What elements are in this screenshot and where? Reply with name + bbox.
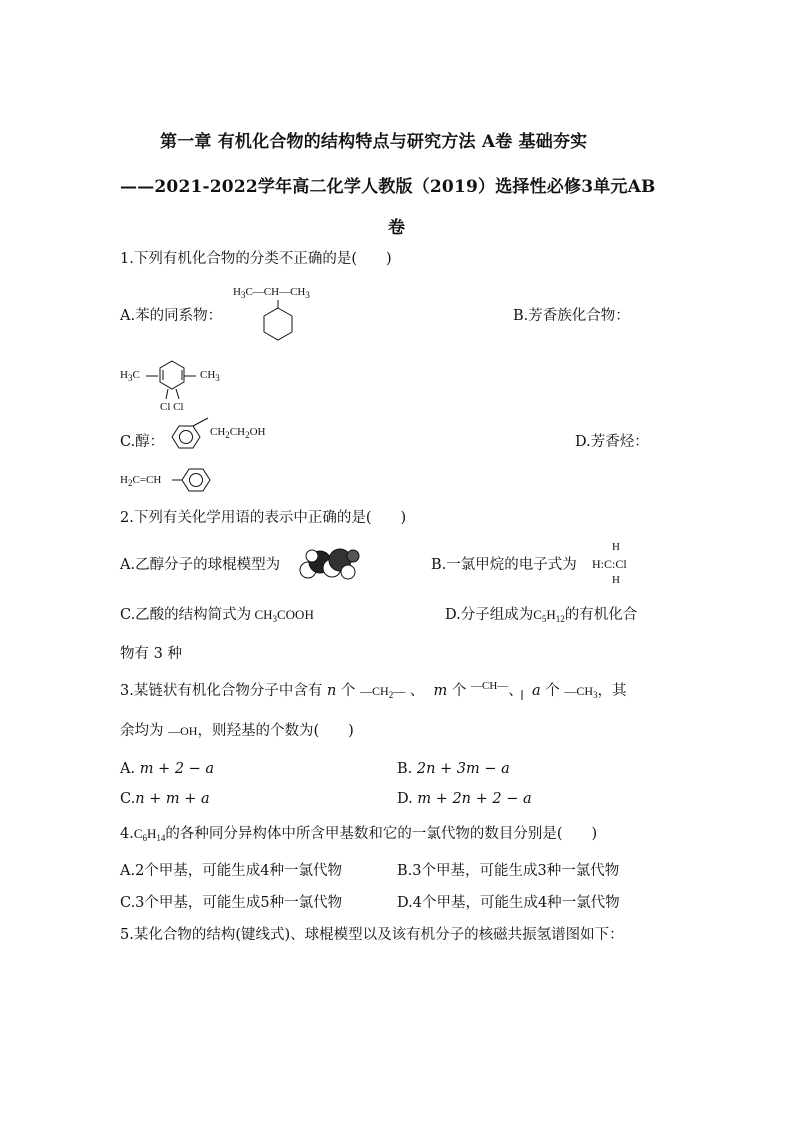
title-line-1: 第一章 有机化合物的结构特点与研究方法 A卷 基础夯实 bbox=[160, 132, 588, 152]
q4-option-a: A.2个甲基，可能生成4种一氯代物 bbox=[120, 863, 343, 879]
q3-option-a: A. m + 2 − a bbox=[120, 761, 215, 777]
q2-option-d: D.分子组成为$C_5H_{12}$的有机化合 bbox=[445, 607, 638, 624]
q3-option-b: B. 2n + 3m − a bbox=[397, 761, 510, 777]
q3-ch-branch-bond bbox=[520, 688, 524, 702]
q1-d-group: $H_2C=CH$ bbox=[120, 474, 162, 488]
q2-b-middle: H:C:Cl bbox=[592, 557, 627, 571]
q4-stem: $4.C_6H_{14}$的各种同分异构体中所含甲基数和它的一氯代物的数目分别是( ) bbox=[120, 826, 598, 843]
q2-stem: 2.下列有关化学用语的表示中正确的是( ) bbox=[120, 510, 407, 526]
q3-option-d: D. m + 2n + 2 − a bbox=[397, 791, 532, 807]
q3-stem-line-2: 余均为 —OH，则羟基的个数为( ) bbox=[120, 723, 354, 739]
q1-b-right-methyl: $CH_3$ bbox=[200, 369, 220, 383]
q1-option-b: B.芳香族化合物： bbox=[513, 308, 630, 324]
q1-option-c: C.醇： bbox=[120, 434, 165, 450]
cyclohexane-ring bbox=[258, 300, 298, 348]
title-line-2: ——2021-2022学年高二化学人教版（2019）选择性必修3单元AB bbox=[120, 177, 656, 197]
benzene-ring-d bbox=[172, 466, 216, 496]
title-line-3: 卷 bbox=[388, 218, 406, 238]
q2-option-a: A.乙醇分子的球棍模型为 bbox=[120, 557, 281, 573]
q4-option-d: D.4个甲基，可能生成4种一氯代物 bbox=[397, 895, 620, 911]
q1-option-a: A.苯的同系物： bbox=[120, 308, 223, 324]
q2-option-b: B.一氯甲烷的电子式为 bbox=[431, 557, 577, 573]
ethanol-ball-stick-model bbox=[298, 548, 362, 582]
q1-c-group: $CH_2CH_2OH$ bbox=[210, 426, 266, 440]
q1-b-chlorines: Cl Cl bbox=[160, 401, 184, 413]
q3-option-c: C.n + m + a bbox=[120, 791, 210, 807]
q2-option-d-continued: 物有 3 种 bbox=[120, 646, 182, 662]
q3-stem-line-1: 3.某链状有机化合物分子中含有 n 个 $—CH_2—$ 、 m 个 $^{—CH—}$、 a 个 $—CH_3$，其 bbox=[120, 680, 627, 700]
q4-option-c: C.3个甲基，可能生成5种一氯代物 bbox=[120, 895, 343, 911]
q1-b-left-methyl: $H_3C$ bbox=[120, 369, 140, 383]
benzene-ring-c bbox=[166, 424, 216, 454]
q5-stem: 5.某化合物的结构(键线式)、球棍模型以及该有机分子的核磁共振氢谱图如下： bbox=[120, 927, 624, 943]
q1-option-d: D.芳香烃： bbox=[575, 434, 649, 450]
q1-stem: 1.下列有机化合物的分类不正确的是( ) bbox=[120, 251, 392, 267]
q2-b-bottom-h: H bbox=[612, 574, 620, 586]
q1-a-chain: $H_3C—CH—CH_3$ bbox=[233, 286, 310, 300]
q2-b-top-h: H bbox=[612, 541, 620, 553]
q2-option-c: C.乙酸的结构简式为 $CH_3COOH$ bbox=[120, 607, 314, 624]
q4-option-b: B.3个甲基，可能生成3种一氯代物 bbox=[397, 863, 620, 879]
